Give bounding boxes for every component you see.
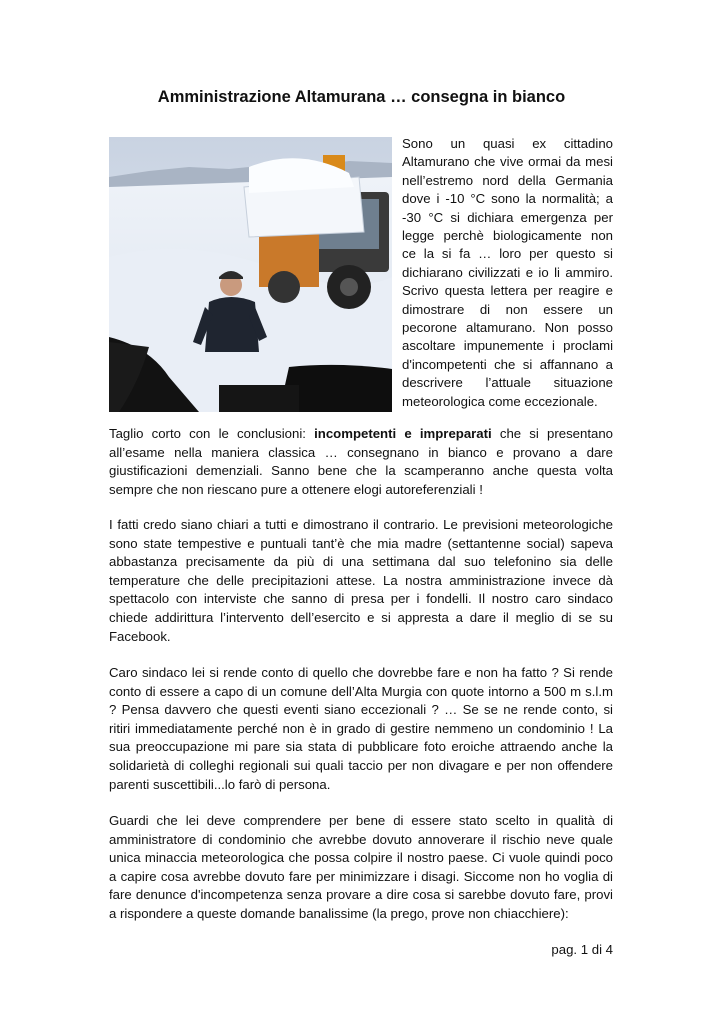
paragraph-mayor: Caro sindaco lei si rende conto di quello che dovrebbe fare e non ha fatto ? Si rende conto di essere a capo di un comune dell’Alta Murgia con quote intorno a 500 m s.l.m ? Pensa davvero che questi eventi siano eccezionali ? … Se se ne rende conto, si ritiri immediatamente perché non è in grado di gestire nemmeno un condominio ! La sua preoccupazione mi pare sia stata di pubblicare foto eroiche attraendo anche la solidarietà di colleghi regionali sui quali taccio per non divagare e per non offendere parenti suscettibili...lo farò di persona. xyxy=(109,665,613,792)
snow-plow-photo xyxy=(109,137,392,412)
paragraph-conclusions-start: Taglio corto con le conclusioni: xyxy=(109,426,315,441)
paragraph-conclusions xyxy=(109,425,613,499)
paragraph-conclusions-bold: incompetenti e impreparati xyxy=(314,426,492,441)
page-number: pag. 1 di 4 xyxy=(551,942,613,957)
document-title: Amministrazione Altamurana … consegna in bianco xyxy=(157,88,566,106)
paragraph-facts: I fatti credo siano chiari a tutti e dimostrano il contrario. Le previsioni meteorologiche sono state tempestive e puntuali tant’è che mia madre (settantenne social) sapeva abbastanza precisamente da più di una settimana dal suo telefonino sia delle temperature che delle precipitazioni attese. La nostra amministrazione invece dà spettacolo con interviste che sanno di presa per i fondelli. Il nostro caro sindaco chiede addirittura l’intervento dell’esercito e si appresta a dare il meglio di se su Facebook. xyxy=(109,517,613,644)
intro-side-text: Sono un quasi ex cittadino Altamurano che vive ormai da mesi nell’estremo nord della Germania dove i -10 °C sono la normalità; a -30 °C si dichiara emergenza per legge perchè biologicamente non ce la si fa … loro per questo si dichiarano civilizzati e io li ammiro. Scrivo questa lettera per reagire e dimostrare di non essere un pecorone altamurano. Non posso ascoltare impunemente i proclami d'incompetenti che si affannano a descrivere l’attuale situazione meteorologica come eccezionale. xyxy=(402,136,613,409)
snow-scene-illustration xyxy=(109,137,392,412)
paragraph-questions-intro: Guardi che lei deve comprendere per bene di essere stato scelto in qualità di amministratore di condominio che avrebbe dovuto annoverare il rischio neve quale unica minaccia meteorologica che possa colpire il nostro paese. Ci vuole quindi poco a capire cosa avrebbe dovuto fare per minimizzare i disagi. Siccome non ho voglia di fare denunce d'incompetenza senza provare a dire cosa si sarebbe dovuto fare, provi a rispondere a queste domande banalissime (la prego, prove non chiacchiere): xyxy=(109,813,613,921)
paragraph-conclusions-end: che si presentano all’esame nella maniera classica … consegnano in bianco e provano a dare giustificazioni demenziali. Sanno bene che la scamperanno anche questa volta sempre che non riescano pure a ottenere elogi autoreferenziali ! xyxy=(109,426,613,497)
